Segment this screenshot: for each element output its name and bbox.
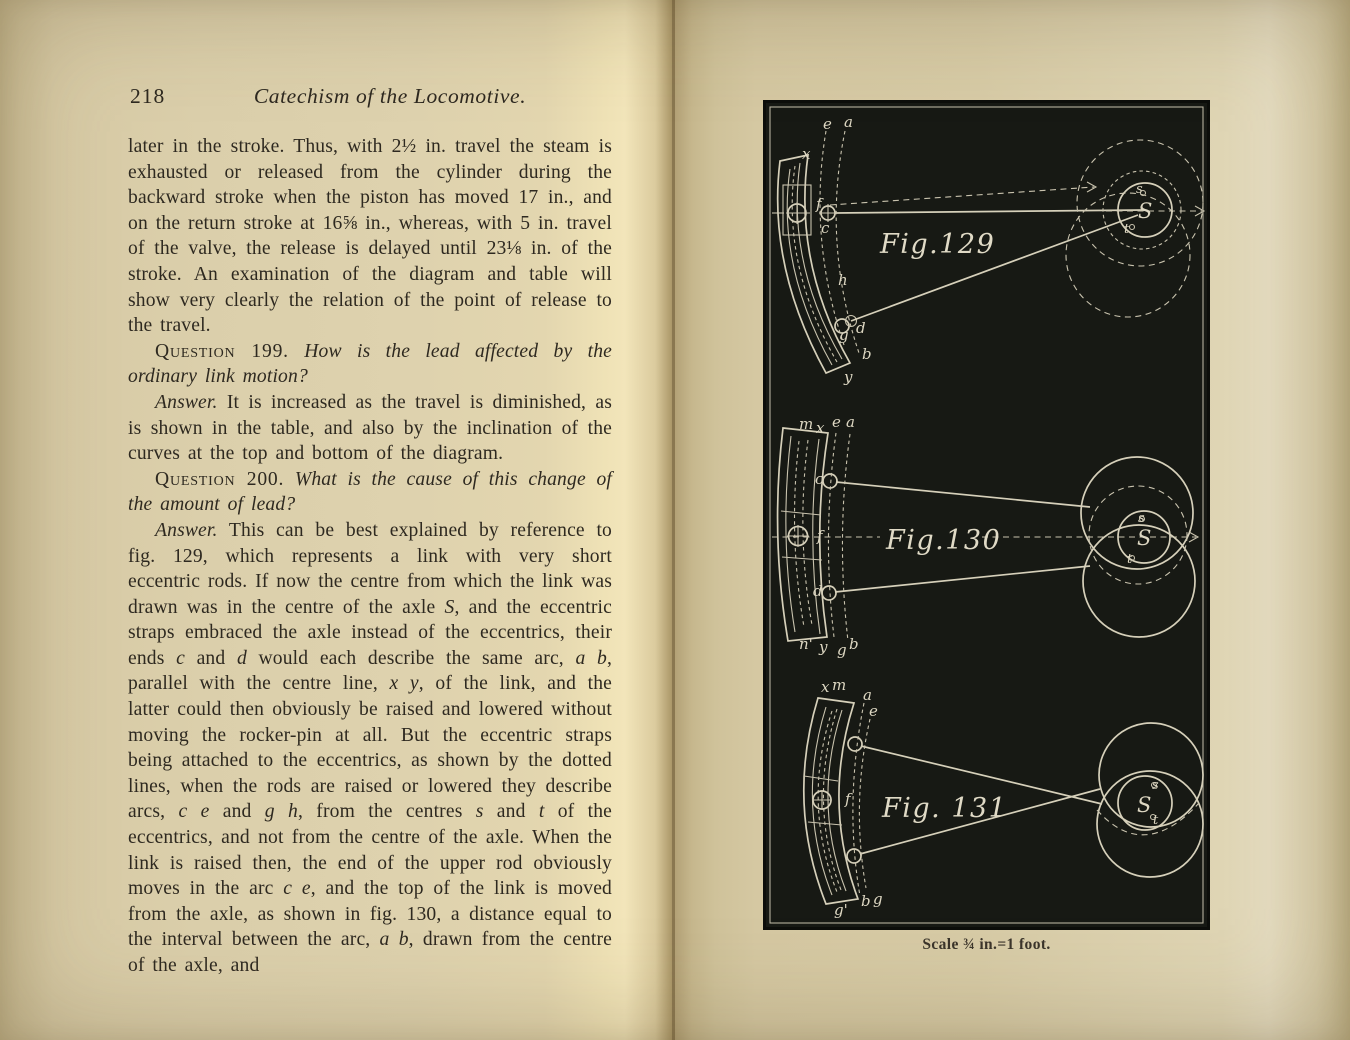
figure-letter-a: a [863, 686, 872, 704]
text-run: Answer. [155, 519, 218, 541]
text-run: and [184, 647, 237, 669]
figure-letter-y: y [819, 638, 828, 656]
text-run: , and the eccentric straps embraced the axle instead of the eccentrics, their ends [128, 596, 612, 669]
figure-131-label: Fig. 131 [882, 793, 1008, 824]
pin-upper [848, 737, 862, 751]
text-run: , and the top of the link is moved from the axle, as shown in fig. 130, a distance equal to the interval between the arc, [128, 878, 612, 951]
figure-letter-f: f [816, 195, 822, 213]
text-run: c e [283, 878, 311, 900]
text-run: g h [264, 801, 298, 823]
figure-letter-s: s [1152, 778, 1159, 793]
strap-circle-upper [1081, 457, 1193, 569]
text-run [284, 469, 295, 490]
figure-letter-e: e [869, 702, 878, 720]
figure-letter-g: g [837, 641, 847, 659]
raised-rod-dashed [830, 187, 1094, 205]
text-run: , parallel with the centre line, [128, 647, 613, 695]
rocker-pin-cross [812, 790, 832, 810]
upper-eccentric-rod [836, 482, 1090, 507]
figure-130-label: Fig.130 [886, 525, 1002, 556]
figure-letter-t: t [1153, 813, 1159, 828]
text-run: , drawn from the centre of the axle, and [128, 929, 613, 976]
pin-c [823, 474, 837, 488]
rocker-pin-cross [787, 525, 809, 547]
text-run: Answer. [155, 391, 218, 413]
text-run: c e [178, 801, 210, 823]
upper-eccentric-rod [835, 210, 1145, 213]
arc-e-h [820, 131, 844, 345]
figure-130 [772, 413, 1198, 659]
centre-t-mark [1130, 225, 1135, 230]
figure-letter-h: h [838, 271, 848, 289]
figure-letter-g: g [873, 890, 883, 908]
text-run: How is the lead affected by the ordinary link motion? [128, 340, 612, 388]
figure-letter-S: S [1137, 793, 1152, 817]
figure-129-label: Fig.129 [880, 229, 996, 260]
figure-letter-e: e [823, 115, 832, 133]
lower-eccentric-rod [835, 566, 1090, 592]
text-run: a b [575, 647, 607, 669]
figure-letter-d: d [813, 582, 823, 600]
running-head: Catechism of the Locomotive. [253, 84, 527, 108]
figure-plate [763, 100, 1210, 930]
text-run: and [483, 801, 539, 823]
plate-caption: Scale ¾ in.=1 foot. [922, 936, 1051, 953]
figure-letter-b: b [861, 892, 871, 910]
figure-letter-x: x [821, 678, 830, 696]
figure-letter-s: s [1136, 182, 1143, 197]
text-run [289, 341, 304, 362]
text-run: s [475, 801, 484, 823]
left-page [128, 84, 612, 979]
figure-letter-b: b [862, 345, 872, 363]
text-run: Question 200. [155, 468, 285, 490]
link-slot-arc [792, 166, 837, 362]
paragraph [128, 518, 612, 979]
paragraph [128, 467, 612, 518]
text-run: and [209, 801, 265, 823]
figure-letter-g': g' [834, 901, 848, 919]
figure-letter-t: t [1124, 222, 1130, 237]
text-run: S [444, 596, 455, 618]
body-text [128, 134, 612, 979]
figure-letter-S: S [1137, 526, 1152, 550]
figure-letter-f: f [817, 527, 823, 545]
link-inner-edge [786, 436, 795, 632]
figure-129 [772, 113, 1204, 386]
text-run: d [236, 647, 247, 669]
figure-letter-x: x [802, 145, 811, 163]
figure-letter-b: b [849, 635, 859, 653]
figure-letter-d: d [856, 319, 866, 337]
text-run: would each describe the same arc, [246, 647, 576, 669]
figure-letter-c: c [815, 470, 824, 488]
paragraph [128, 134, 612, 339]
page-number: 218 [130, 84, 166, 108]
figure-131 [804, 676, 1203, 919]
text-run: What is the cause of this change of the amount of lead? [128, 468, 612, 516]
figure-letter-m: m [832, 676, 847, 694]
figure-letter-f: f [845, 790, 851, 808]
text-run: later in the stroke. Thus, with 2½ in. travel the steam is exhausted or released from the cylinder during the backward stroke when the piston has moved 17 in., and on the return stroke at 16⅝ in., whereas, with 5 in. travel of the valve, the release is delayed until 23⅛ in. of the stroke. An examination of the diagram and table will show very clearly the relation of the point of release to the travel. [128, 136, 612, 337]
figure-letter-n': n' [799, 635, 813, 653]
paragraph [128, 390, 612, 467]
figure-letter-g: g [839, 326, 849, 344]
page-header [128, 84, 612, 114]
arrowhead [1087, 182, 1096, 192]
text-run: This can be best explained by reference to fig. 129, which represents a link with very short eccentric rods. If now the centre from which the link was drawn was in the centre of the axle [128, 519, 612, 618]
text-run: a b [379, 929, 409, 951]
pin-d [822, 586, 836, 600]
figure-letter-S: S [1138, 199, 1153, 223]
paragraph [128, 339, 612, 390]
figure-letter-c: c [821, 219, 830, 237]
figure-letter-m: m [799, 415, 814, 433]
arc-e-g [859, 719, 870, 888]
figure-letter-e: e [832, 413, 841, 431]
figure-letter-t: t [1127, 552, 1133, 567]
figure-letter-y: y [844, 368, 853, 386]
text-run: x y [389, 673, 419, 695]
figure-letter-a: a [846, 413, 855, 431]
text-run: , of the link, and the latter could then obviously be raised and lowered without moving the rocker-pin at all. But the eccentric straps being attached to the eccentrics, as shown by the dotted lines, when the rods are raised or lowered they describe arcs, [128, 673, 612, 823]
text-run: c [176, 647, 185, 669]
figure-letter-x: x [816, 419, 825, 437]
text-run: , from the centres [297, 801, 476, 823]
figure-letter-s: s [1138, 511, 1145, 526]
text-run: It is increased as the travel is diminished, as is shown in the table, and also by the inclination of the curves at the top and bottom of the diagram. [128, 391, 612, 465]
figure-letter-a: a [844, 113, 853, 131]
text-run: t [538, 801, 545, 823]
plate-drawing [766, 103, 1207, 927]
text-run: of the eccentrics, and not from the centre of the axle. When the link is raised then, the end of the upper rod obviously moves in the arc [128, 801, 613, 900]
arc-e-g [828, 433, 836, 637]
text-run: Question 199. [155, 340, 289, 362]
